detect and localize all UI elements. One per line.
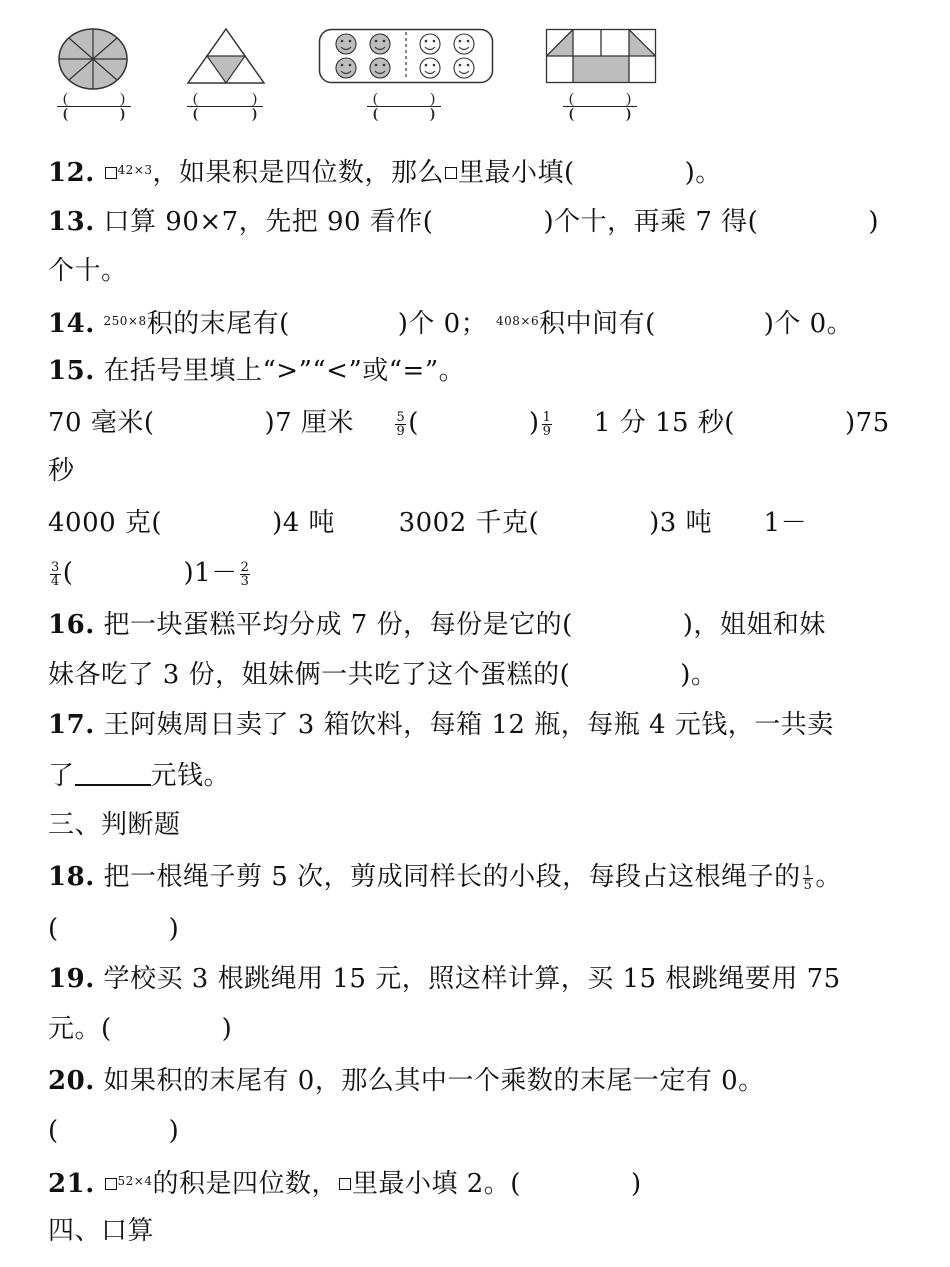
question-12: 12. $^{42\times 3}$，如果积是四位数，那么 里最小填( )。	[48, 158, 722, 188]
question-18: 18. 把一根绳子剪 5 次，剪成同样长的小段，每段占这根绳子的 $\frac{1}{5}$ 。	[48, 862, 842, 893]
square-placeholder	[105, 167, 117, 179]
section-3-heading: 三、判断题	[48, 810, 181, 840]
triangle-quarters-figure	[186, 27, 266, 85]
section-4-heading: 四、口算	[48, 1216, 155, 1246]
question-13: 13. 口算 90×7，先把 90 看作( )个十，再乘 7 得( )	[48, 207, 879, 237]
question-15: 15. 在括号里填上“>”“<”或“=”。	[48, 356, 466, 386]
rectangle-grid-figure	[545, 28, 657, 84]
figure-row	[0, 0, 950, 135]
square-placeholder	[339, 1178, 351, 1190]
fraction-2-3: $\frac{2}{3}$	[240, 559, 250, 589]
fraction-5-9: $\frac{5}{9}$	[396, 409, 406, 439]
question-15-row-2: 4000 克( )4 吨 3002 千克( )3 吨 1－	[48, 508, 808, 538]
square-placeholder	[445, 167, 457, 179]
smiley-faces-figure	[318, 28, 494, 84]
fraction-1-9: $\frac{1}{9}$	[542, 409, 552, 439]
question-17-cont: 了 元钱。	[48, 758, 230, 793]
question-15-row-1-cont: 秒	[48, 456, 75, 486]
question-14: 14. $^{250\times 8}$积的末尾有( )个 0； $^{408\times 6}$积中间有( )个 0。	[48, 309, 854, 339]
question-19: 19. 学校买 3 根跳绳用 15 元，照这样计算，买 15 根跳绳要用 75	[48, 964, 841, 994]
question-16-cont: 妹各吃了 3 份，姐妹俩一共吃了这个蛋糕的( )。	[48, 660, 718, 690]
circle-fraction-blank[interactable]: ( ) ( )	[56, 92, 132, 121]
question-21: 21. $^{52\times 4}$的积是四位数， 里最小填 2。( )	[48, 1169, 642, 1199]
question-20-answer[interactable]: ( )	[48, 1116, 180, 1146]
square-placeholder	[105, 1178, 117, 1190]
answer-underline[interactable]	[75, 758, 151, 786]
question-13-cont: 个十。	[48, 256, 128, 286]
question-17: 17. 王阿姨周日卖了 3 箱饮料，每箱 12 瓶，每瓶 4 元钱，一共卖	[48, 710, 834, 740]
question-18-answer[interactable]: ( )	[48, 914, 180, 944]
question-19-cont: 元。( )	[48, 1014, 233, 1044]
question-15-row-2-cont: $\frac{3}{4}$ ( )1－ $\frac{2}{3}$	[51, 558, 250, 589]
fraction-1-5: $\frac{1}{5}$	[803, 863, 813, 893]
triangle-fraction-blank[interactable]: ( ) ( )	[186, 92, 264, 121]
circle-eighths-figure	[56, 26, 130, 92]
question-16: 16. 把一块蛋糕平均分成 7 份，每份是它的( )，姐姐和妹	[48, 610, 826, 640]
question-20: 20. 如果积的末尾有 0，那么其中一个乘数的末尾一定有 0。	[48, 1066, 765, 1096]
smiley-fraction-blank[interactable]: ( ) ( )	[366, 92, 442, 121]
fraction-3-4: $\frac{3}{4}$	[51, 559, 60, 589]
rectangle-fraction-blank[interactable]: ( ) ( )	[562, 92, 638, 121]
question-15-row-1: 70 毫米( )7 厘米 $\frac{5}{9}$ ( ) $\frac{1}{9}$ 1 分 15 秒( )75	[48, 408, 890, 439]
